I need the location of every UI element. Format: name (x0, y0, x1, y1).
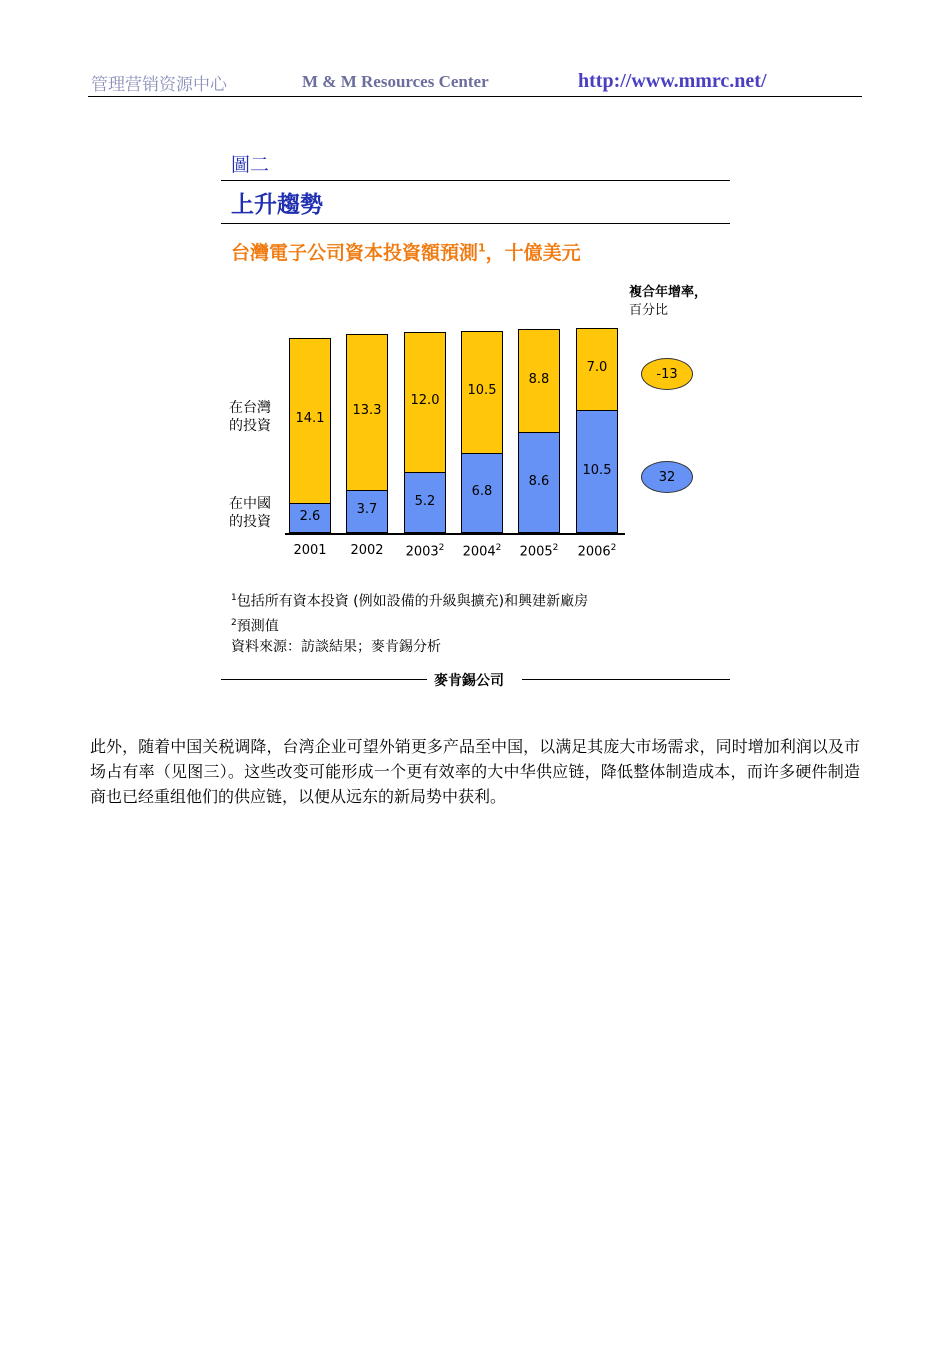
x-tick-label-2001: 2001 (293, 543, 327, 558)
value-label-taiwan-2001: 14.1 (295, 411, 325, 427)
x-tick-label-2004: 2004$^2$ (462, 543, 502, 560)
x-tick-label-2005: 2005$^2$ (519, 543, 559, 560)
value-label-china-2006: 10.5 (582, 462, 612, 478)
figure-title: 上升趨勢 (231, 192, 323, 218)
series-label-china-line2: 的投資 (229, 514, 271, 530)
value-label-china-2005: 8.6 (528, 473, 550, 489)
body-paragraph: 此外，随着中国关税调降，台湾企业可望外销更多产品至中国，以满足其庞大市场需求，同时增加利润以及市场占有率（见图三）。这些改变可能形成一个更有效率的大中华供应链，降低整体制造成本，而许多硬件制造商也已经重组他们的供应链，以便从远东的新局势中获利。 (90, 737, 860, 806)
value-label-china-2002: 3.7 (356, 502, 378, 518)
footnote-1-mark: 1 (231, 593, 237, 603)
value-label-china-2004: 6.8 (471, 484, 493, 500)
x-axis-line (285, 533, 625, 535)
chart-source: 資料來源：訪談結果；麥肯錫分析 (231, 639, 441, 656)
figure-label: 圖二 (231, 154, 270, 176)
cagr-unit: 百分比 (629, 303, 669, 318)
footnote-2 (231, 613, 588, 638)
figure-rule-top (221, 180, 730, 181)
value-label-china-2003: 5.2 (414, 493, 436, 509)
brand-rule-right (522, 679, 730, 680)
brand-line (221, 670, 730, 688)
series-label-china-line1: 在中國 (229, 496, 271, 512)
brand-name: 麥肯錫公司 (434, 673, 504, 689)
value-label-taiwan-2002: 13.3 (352, 402, 382, 418)
chart-title-suffix: ，十億美元 (485, 242, 581, 264)
brand-rule-left (221, 679, 427, 680)
page-header (88, 70, 862, 97)
series-label-taiwan-line1: 在台灣 (229, 400, 271, 416)
header-org-cn: 管理营销资源中心 (91, 75, 227, 95)
x-tick-label-2006: 2006$^2$ (577, 543, 617, 560)
footnote-2-text: 預測值 (236, 618, 279, 635)
chart-title (231, 238, 581, 265)
value-label-taiwan-2004: 10.5 (467, 383, 497, 398)
series-label-china (229, 495, 271, 531)
header-url-link[interactable]: http://www.mmrc.net/ (578, 70, 767, 92)
cagr-taiwan-badge: -13 (641, 358, 693, 390)
chart-notes (231, 588, 588, 658)
value-label-taiwan-2005: 8.8 (528, 371, 550, 387)
chart-title-footnote: 1 (478, 241, 486, 255)
cagr-china-badge: 32 (641, 461, 693, 493)
x-tick-label-2002: 2002 (350, 543, 384, 558)
value-label-china-2001: 2.6 (299, 508, 321, 524)
chart-title-main: 台灣電子公司資本投資額預測 (231, 242, 479, 264)
footnote-2-mark: 2 (231, 617, 237, 628)
header-org-en: M & M Resources Center (302, 72, 489, 91)
value-label-taiwan-2006: 7.0 (586, 360, 608, 376)
series-label-taiwan-line2: 的投資 (229, 418, 271, 434)
series-label-taiwan (229, 399, 271, 435)
figure-rule-title (221, 223, 730, 224)
footnote-1-text: 包括所有資本投資 (例如設備的升級與擴充)和興建新廠房 (236, 593, 589, 610)
footnote-1 (231, 588, 588, 613)
x-tick-label-2003: 2003$^2$ (405, 543, 445, 560)
value-label-taiwan-2003: 12.0 (410, 392, 440, 408)
cagr-title: 複合年增率， (629, 285, 708, 300)
